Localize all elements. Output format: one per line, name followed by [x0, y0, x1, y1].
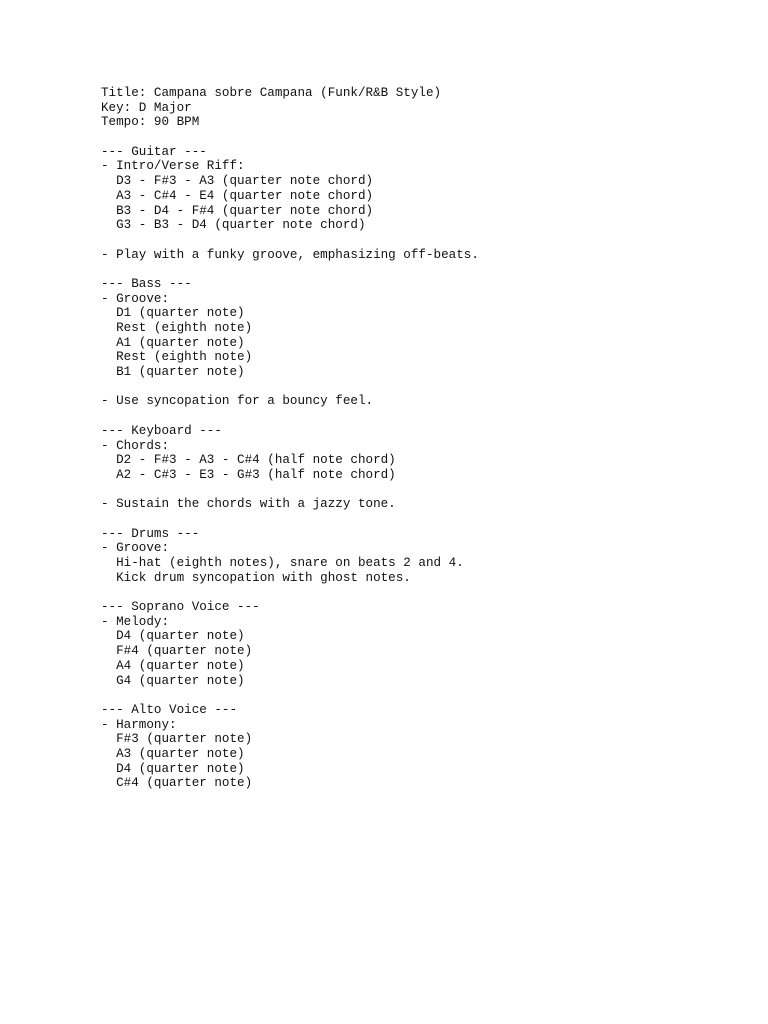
section-alto: [101, 703, 741, 791]
part-line: G4 (quarter note): [101, 673, 245, 688]
section-heading: --- Guitar ---: [101, 144, 207, 159]
part-line: Rest (eighth note): [101, 350, 253, 365]
part-line: D1 (quarter note): [101, 306, 245, 321]
section-label: - Chords:: [101, 438, 170, 453]
section-label: - Melody:: [101, 614, 170, 629]
section-soprano: [101, 600, 741, 703]
section-label: - Groove:: [101, 541, 170, 556]
section-heading: --- Soprano Voice ---: [101, 600, 260, 615]
part-line: A1 (quarter note): [101, 335, 245, 350]
spacer: [101, 130, 741, 145]
section-guitar: [101, 145, 741, 277]
part-line: F#3 (quarter note): [101, 732, 253, 747]
section-bass: [101, 277, 741, 424]
part-line: C#4 (quarter note): [101, 776, 253, 791]
section-note: - Play with a funky groove, emphasizing off-beats.: [101, 247, 479, 262]
section-label: - Groove:: [101, 291, 170, 306]
part-line: A3 (quarter note): [101, 746, 245, 761]
section-heading: --- Drums ---: [101, 526, 200, 541]
part-line: G3 - B3 - D4 (quarter note chord): [101, 218, 366, 233]
section-label: - Intro/Verse Riff:: [101, 159, 245, 174]
part-line: D2 - F#3 - A3 - C#4 (half note chord): [101, 453, 396, 468]
spacer: [101, 380, 741, 395]
song-title: Title: Campana sobre Campana (Funk/R&B Style): [101, 86, 442, 100]
section-heading: --- Alto Voice ---: [101, 702, 238, 717]
song-key: Key: D Major: [101, 100, 192, 115]
spacer: [101, 262, 741, 277]
part-line: A3 - C#4 - E4 (quarter note chord): [101, 188, 374, 203]
part-line: B3 - D4 - F#4 (quarter note chord): [101, 203, 374, 218]
part-line: F#4 (quarter note): [101, 644, 253, 659]
spacer: [101, 688, 741, 703]
part-line: D4 (quarter note): [101, 629, 245, 644]
document-page: [101, 86, 741, 791]
spacer: [101, 512, 741, 527]
song-tempo: Tempo: 90 BPM: [101, 115, 200, 130]
part-line: D4 (quarter note): [101, 761, 245, 776]
section-note: - Use syncopation for a bouncy feel.: [101, 394, 374, 409]
part-line: A4 (quarter note): [101, 658, 245, 673]
section-heading: --- Bass ---: [101, 276, 192, 291]
part-line: A2 - C#3 - E3 - G#3 (half note chord): [101, 467, 396, 482]
part-line: D3 - F#3 - A3 (quarter note chord): [101, 174, 374, 189]
part-line: Kick drum syncopation with ghost notes.: [101, 570, 411, 585]
spacer: [101, 585, 741, 600]
spacer: [101, 409, 741, 424]
section-label: - Harmony:: [101, 717, 177, 732]
section-heading: --- Keyboard ---: [101, 423, 222, 438]
part-line: Rest (eighth note): [101, 321, 253, 335]
part-line: Hi-hat (eighth notes), snare on beats 2 and 4.: [101, 556, 464, 570]
section-drums: [101, 527, 741, 600]
part-line: B1 (quarter note): [101, 365, 245, 380]
spacer: [101, 233, 741, 248]
section-keyboard: [101, 424, 741, 527]
section-note: - Sustain the chords with a jazzy tone.: [101, 497, 396, 512]
spacer: [101, 483, 741, 498]
